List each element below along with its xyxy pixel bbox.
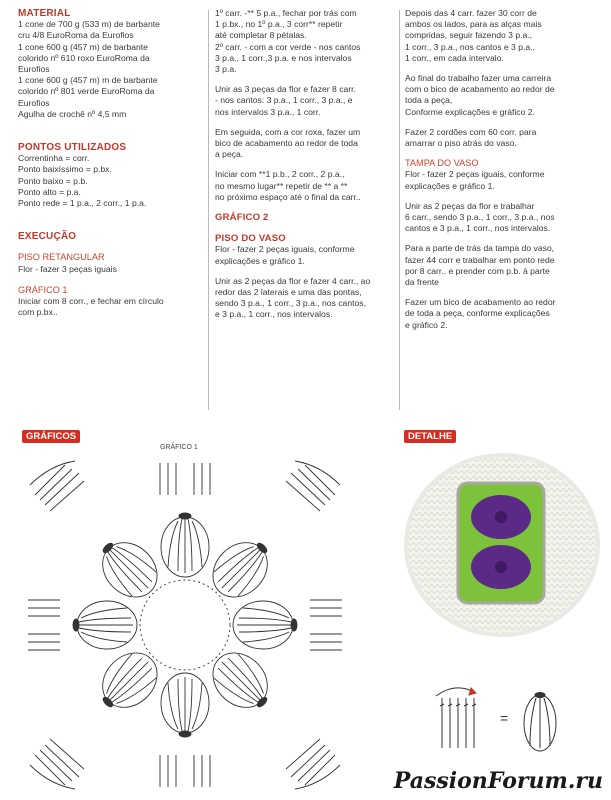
pontos-line: Ponto baixíssimo = p.bx. [18,164,112,175]
paragraph [215,276,395,321]
paragraph [215,244,395,266]
column-3 [405,8,595,340]
piso-vaso-heading: PISO DO VASO [215,233,286,245]
text-line: Ao final do trabalho fazer uma carreira [405,73,552,84]
text-line: 1 corr., 3 p.a., nos cantos e 3 p.a., [405,41,535,52]
grafico-1-heading: GRÁFICO 1 [18,284,68,295]
paragraph [215,84,395,118]
text-line: nos intervalos 3 p.a., 1 corr. [215,106,321,117]
text-line: no próximo espaço até o final da carr.. [215,191,361,202]
text-line: da frente [405,277,439,288]
execucao-heading: EXECUÇÃO [18,231,77,243]
grafico-1-line: Iniciar com 8 corr., e fechar em círculo [18,296,164,307]
column-2 [215,8,395,330]
text-line: ambos os lados, para as alças mais [405,19,542,30]
paragraph [405,127,595,149]
text-line: toda a peça, [405,95,453,106]
column-1 [18,8,200,318]
material-heading: MATERIAL [18,8,71,19]
paragraph [215,8,395,42]
text-line: Fazer um bico de acabamento ao redor [405,297,556,308]
text-line: Fazer 2 cordões com 60 corr. para [405,126,537,137]
text-line: 6 carr., sendo 3 p.a., 1 corr., 3 p.a., nos [405,212,555,223]
paragraph [215,42,395,76]
paragraph [405,8,595,64]
text-line: bico de acabamento ao redor de toda [215,138,358,149]
text-line: explicações e gráfico 1. [215,255,305,266]
detail-photo [400,445,605,645]
piso-retangular-heading: PISO RETANGULAR [18,252,105,263]
material-line: Eurofios [18,97,50,108]
paragraph [405,169,595,191]
pontos-heading: PONTOS UTILIZADOS [18,142,127,154]
material-line: 1 cone 600 g (457 m) m de barbante [18,75,158,86]
crochet-chart [20,455,350,795]
grafico-2-heading: GRÁFICO 2 [215,212,269,224]
text-line: amarrar o piso atrás do vaso. [405,138,517,149]
text-line: Unir as 2 peças da flor e trabalhar [405,200,535,211]
text-line: e 3 p.a., 1 corr., nos intervalos. [215,309,333,320]
piso-retangular-text: Flor - fazer 3 peças iguais [18,263,117,274]
paragraph [215,169,395,203]
text-line: 2º carr. - com a cor verde - nos cantos [215,41,361,52]
text-line: 1 p.bx., no 1º p.a., 3 corr** repetir [215,19,343,30]
material-line: colorido nº 610 roxo EuroRoma da [18,52,150,63]
text-line: 1 corr., em cada intervalo. [405,52,504,63]
text-line: Flor - fazer 2 peças iguais, conforme [215,244,355,255]
pontos-list [18,153,200,209]
text-line: Conforme explicações e gráfico 2. [405,106,535,117]
detalhe-tag: DETALHE [404,430,456,443]
text-line: até completar 8 pétalas. [215,30,307,41]
text-line: - nos cantos: 3 p.a., 1 corr., 3 p.a., e [215,95,353,106]
text-line: Depois das 4 carr. fazer 30 corr de [405,8,537,18]
paragraph [405,297,595,331]
watermark: PassionForum.ru [393,768,603,794]
material-line: cru 4/8 EuroRoma da Eurofios [18,30,134,41]
text-line: 3 p.a., 1 corr.,3 p.a. e nos intervalos [215,52,352,63]
tampa-heading: TAMPA DO VASO [405,158,479,169]
paragraph [405,243,595,288]
text-line: por 8 carr.. e prender com p.b. à parte [405,265,550,276]
material-line: 1 cone de 700 g (533 m) de barbante [18,19,160,30]
text-line: 1º carr. -** 5 p.a., fechar por trás com [215,8,357,18]
column-divider [399,10,400,410]
material-line: colorido nº 801 verde EuroRoma da [18,86,155,97]
text-line: Para a parte de trás da tampa do vaso, [405,243,555,254]
text-line: sendo 3 p.a., 1 corr., 3 p.a., nos cantos, [215,298,366,309]
text-line: Iniciar com **1 p.b., 2 corr., 2 p.a., [215,169,345,180]
text-line: 3 p.a. [215,64,237,75]
material-list [18,19,200,120]
text-line: fazer 44 corr e trabalhar em ponto rede [405,254,555,265]
text-line: redor das 2 laterais e uma das pontas, [215,287,362,298]
column-divider [208,10,209,410]
text-line: Unir as 3 peças da flor e fazer 8 carr. [215,84,356,95]
text-line: e gráfico 2. [405,319,448,330]
grafico-1-caption: GRÁFICO 1 [160,444,198,451]
text-line: Flor - fazer 2 peças iguais, conforme [405,169,545,180]
text-line: de toda a peça, conforme explicações [405,308,550,319]
legend-equals: = [500,710,509,726]
text-line: cantos e 3 p.a., 1 corr., nos intervalos. [405,223,551,234]
pontos-line: Ponto alto = p.a. [18,186,81,197]
paragraph [405,201,595,235]
pontos-line: Ponto rede = 1 p.a., 2 corr., 1 p.a. [18,198,147,209]
material-line: Eurofios [18,64,50,75]
text-line: com o bico de acabamento ao redor de [405,84,555,95]
text-line: compridas, seguir fazendo 3 p.a., [405,30,533,41]
material-line: Agulha de crochê nº 4,5 mm [18,108,127,119]
paragraph [405,73,595,118]
paragraph [215,127,395,161]
material-line: 1 cone 600 g (457 m) de barbante [18,41,148,52]
pontos-line: Correntinha = corr. [18,153,90,164]
text-line: Em seguida, com a cor roxa, fazer um [215,126,361,137]
text-line: no mesmo lugar** repetir de ** a ** [215,180,348,191]
text-line: Unir as 2 peças da flor e fazer 4 carr., ao [215,275,371,286]
text-line: a peça. [215,149,244,160]
text-line: explicações e gráfico 1. [405,180,495,191]
graficos-tag: GRÁFICOS [22,430,80,443]
grafico-1-line: com p.bx.. [18,307,58,318]
pontos-line: Ponto baixo = p.b. [18,175,88,186]
